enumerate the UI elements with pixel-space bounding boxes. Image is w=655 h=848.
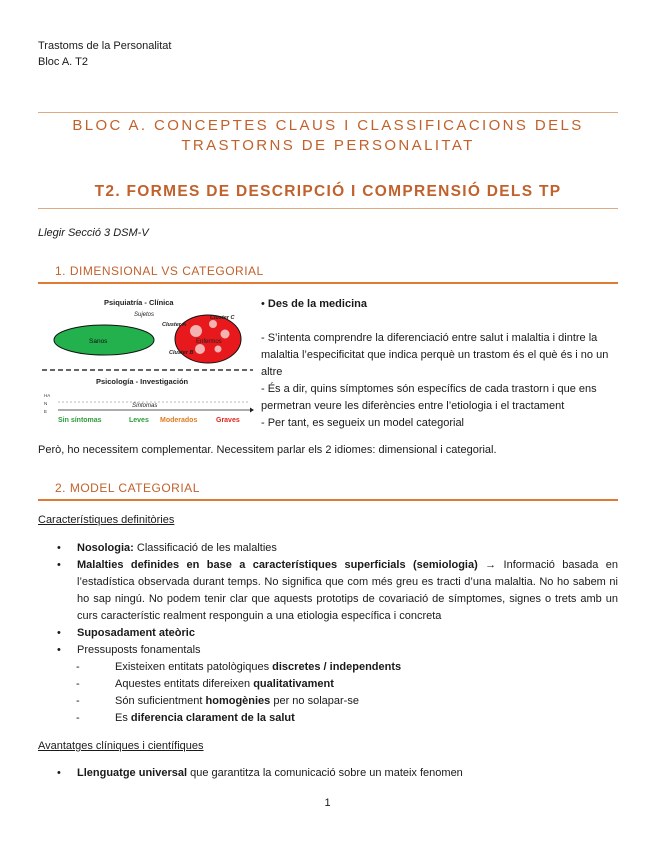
list-item (55, 642, 618, 727)
running-header (38, 38, 171, 70)
item-bold: Llenguatge universal (77, 767, 188, 779)
item-bold: Suposadament ateòric (77, 627, 195, 639)
sub-text: Aquestes entitats difereixen (115, 678, 254, 690)
title-rule (38, 208, 618, 209)
figure-sujetos-label: Sujetos (134, 312, 155, 318)
sub-bold: diferencia clarament de la salut (130, 712, 295, 724)
item-text: que garantitza la comunicació sobre un mateix fenomen (187, 767, 463, 779)
figure-top-title: Psiquiatría - Clínica (104, 298, 174, 307)
pero-paragraph: Però, ho necessitem complementar. Necessitem parlar els 2 idiomes: dimensional i categorial. (38, 444, 497, 456)
medicine-line-1: - S’intenta comprendre la diferenciació entre salut i malaltia i dintre la malaltia l’especificitat que indica perquè un trastom és el què és i no un altre (261, 332, 609, 378)
scale-sin-sintomas: Sin síntomas (58, 417, 102, 424)
medicine-line-3: - Per tant, es segueix un model categorial (261, 417, 465, 429)
section-2-heading: 2. MODEL CATEGORIAL (55, 481, 200, 495)
dash: - (76, 712, 80, 724)
figure-cluster-c-label: Cluster C (210, 315, 235, 321)
dash: - (76, 678, 80, 690)
medicine-heading-text: Des de la medicina (267, 298, 367, 310)
bloc-title-line1: BLOC A. CONCEPTES CLAUS I CLASSIFICACIONS DELS (72, 117, 584, 134)
item-text: → Informació basada en l’estadística observada durant temps. No significa que com més greu es tracti d’una malaltia. No ho sabem ni ho sap ningú. No podem tenir clar que aquests prototips de covariació de símptomes, signes o trets amb un curs característic realment responguin a una etiologia específica i concreta (77, 559, 618, 622)
medicine-line-2: - És a dir, quins símptomes són específics de cada trastorn i que ens permetran veure les diferències entre l’etiologia i el tractament (261, 383, 597, 412)
dash: - (76, 661, 80, 673)
bullet: • (57, 644, 61, 656)
bullet: • (57, 767, 61, 779)
item-bold: Malalties definides en base a característiques superficials (semiologia) (77, 559, 478, 571)
dash: - (76, 695, 80, 707)
top-rule (38, 112, 618, 113)
figure-side-letter: N (44, 401, 48, 406)
figure-bottom-title: Psicología - Investigación (96, 377, 189, 386)
sub-list-item (77, 659, 618, 676)
item-text: Classificació de les malalties (133, 542, 277, 554)
section-2-rule (38, 499, 618, 501)
sub-text: Existeixen entitats patològiques (115, 661, 273, 673)
list-item (55, 557, 618, 625)
header-unit: Bloc A. T2 (38, 56, 88, 68)
sub-list-item (77, 710, 618, 727)
cluster-a-dot (190, 325, 202, 337)
cluster-dot (215, 346, 222, 353)
cluster-c-dot (209, 320, 217, 328)
figure-side-letter: E (44, 409, 48, 414)
section-1-heading: 1. DIMENSIONAL VS CATEGORIAL (55, 264, 264, 278)
sub-bold: discretes / independents (272, 661, 402, 673)
avantatges-list (55, 765, 618, 782)
figure-sanos-label: Sanos (89, 338, 108, 345)
list-item (55, 540, 618, 557)
header-course: Trastoms de la Personalitat (38, 40, 172, 52)
bullet: • (57, 627, 61, 639)
topic-title: T2. FORMES DE DESCRIPCIÓ I COMPRENSIÓ DELS TP (94, 183, 562, 200)
figure-cluster-a-label: Cluster A (162, 322, 187, 328)
sub-list-item (77, 693, 618, 710)
figure-enfermos-label: Enfermos (196, 339, 222, 345)
bullet: • (57, 559, 61, 571)
bullet: • (57, 542, 61, 554)
sub-list-item (77, 676, 618, 693)
scale-leves: Leves (129, 417, 149, 424)
bloc-title (38, 116, 618, 156)
list-item (55, 625, 618, 642)
pressuposts-sublist (77, 659, 618, 727)
avantatges-title: Avantatges clíniques i científiques (38, 740, 204, 752)
figure-arrowhead (250, 408, 254, 413)
bullet: • (261, 298, 265, 310)
medicine-heading (261, 296, 619, 313)
item-bold: Nosologia: (77, 542, 134, 554)
dimensional-categorial-figure (40, 294, 255, 429)
page-number: 1 (324, 797, 331, 809)
caracteristiques-title: Característiques definitòries (38, 514, 175, 526)
caracteristiques-list (55, 540, 618, 727)
cluster-dot (221, 330, 230, 339)
section-1-rule (38, 282, 618, 284)
scale-moderados: Moderados (160, 417, 198, 424)
figure-cluster-b-label: Cluster B (169, 350, 194, 356)
sub-text: Són suficientment (115, 695, 206, 707)
figure-side-letter: HA (44, 393, 51, 398)
sub-bold: homogènies (205, 695, 271, 707)
bloc-title-line2: TRASTORNS DE PERSONALITAT (181, 137, 475, 154)
medicine-block (261, 296, 619, 432)
reading-note: Llegir Secció 3 DSM-V (38, 227, 149, 239)
sub-text: per no solapar-se (270, 695, 359, 707)
sub-bold: qualitativament (253, 678, 334, 690)
list-item (55, 765, 618, 782)
cluster-b-dot (195, 344, 205, 354)
figure-sintomas-label: Síntomas (132, 403, 158, 409)
item-text: Pressuposts fonamentals (77, 644, 201, 656)
sub-text: Es (115, 712, 131, 724)
scale-graves: Graves (216, 417, 240, 424)
